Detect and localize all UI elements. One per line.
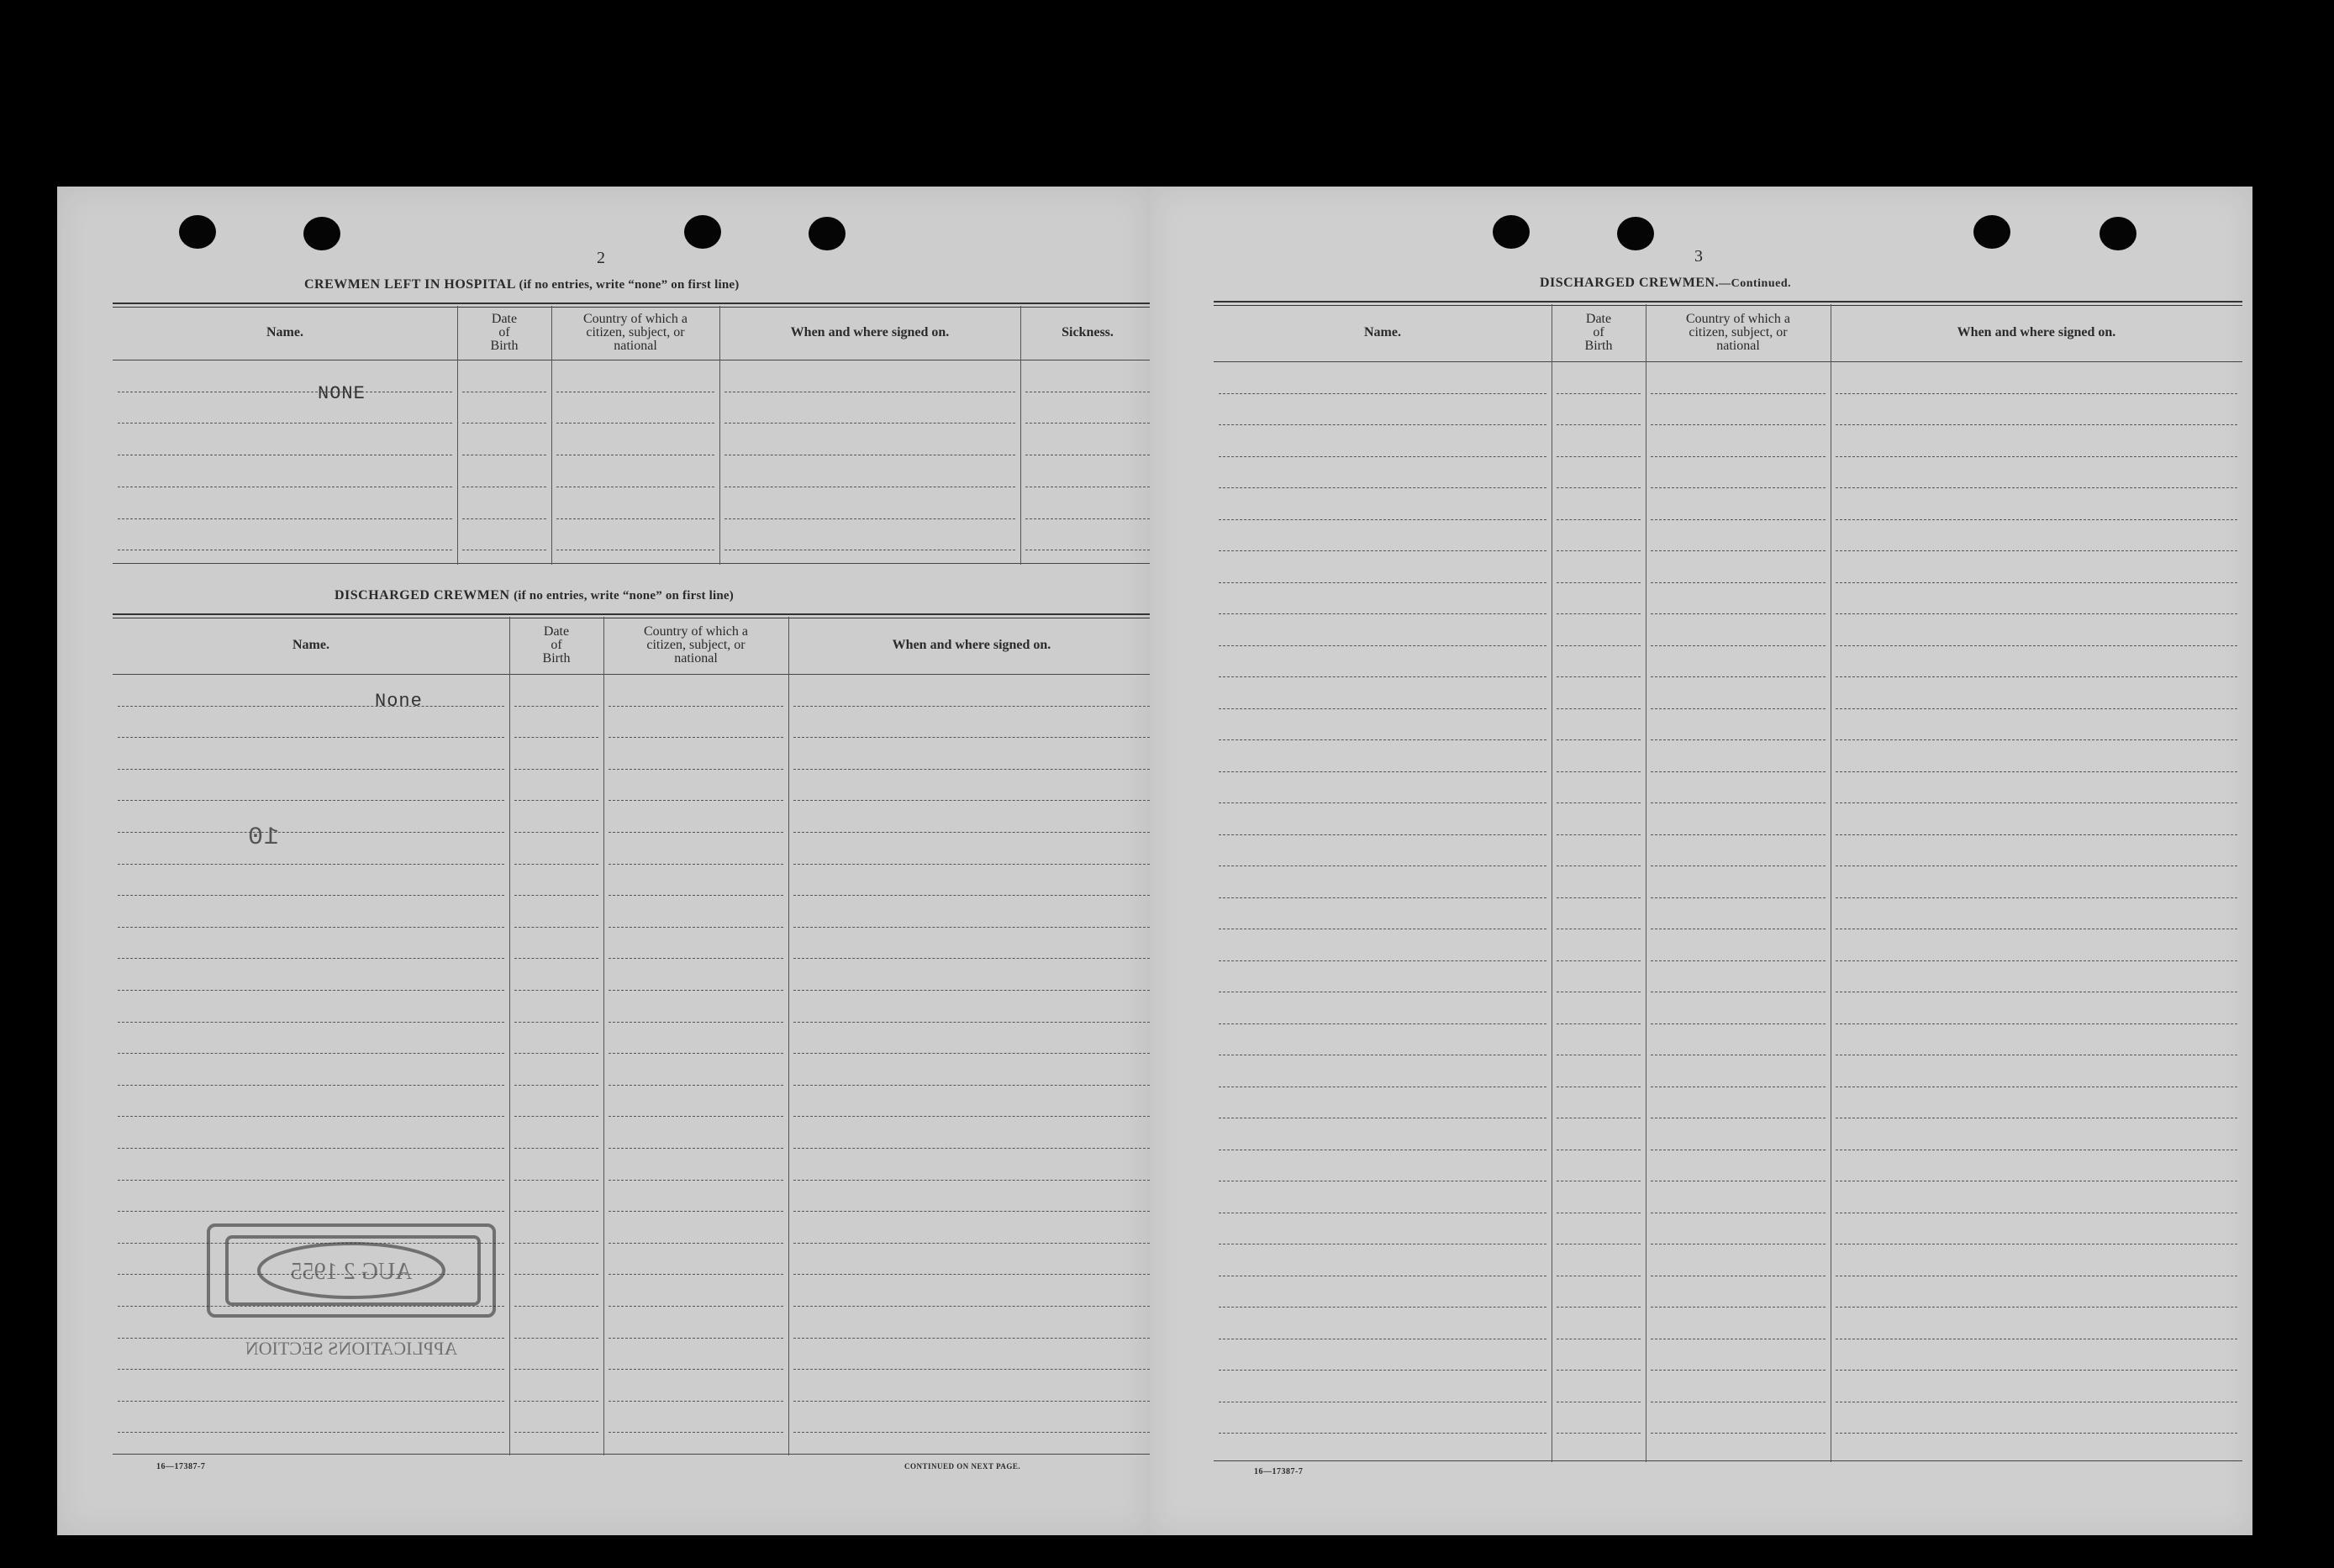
entry-line xyxy=(1651,519,1826,520)
entry-line xyxy=(514,864,598,865)
entry-line xyxy=(1836,739,2237,740)
right-continued: —Continued. xyxy=(1719,277,1792,290)
form-number: 16—17387-7 xyxy=(1254,1467,1304,1476)
entry-line xyxy=(1557,424,1641,425)
entry-line xyxy=(1219,645,1546,646)
entry-line xyxy=(1219,771,1546,772)
entry-line xyxy=(1836,960,2237,961)
column-header: Date of Birth xyxy=(490,312,519,353)
entry-line xyxy=(793,990,1150,991)
entry-line xyxy=(118,1053,504,1054)
entry-line xyxy=(514,1022,598,1023)
entry-line xyxy=(1219,613,1546,614)
column-header: When and where signed on. xyxy=(892,638,1051,652)
entry-line xyxy=(514,706,598,707)
entry-line xyxy=(793,1211,1150,1212)
column-header: Country of which a citizen, subject, or national xyxy=(583,312,688,353)
discharged-heading xyxy=(335,588,734,603)
column-header: Country of which a citizen, subject, or national xyxy=(1686,312,1790,353)
right-heading xyxy=(1540,276,1791,291)
entry-line xyxy=(609,1148,783,1149)
entry-line xyxy=(1651,897,1826,898)
column-header: When and where signed on. xyxy=(1957,325,2116,339)
entry-line xyxy=(1557,582,1641,583)
entry-line xyxy=(514,958,598,959)
entry-line xyxy=(1651,802,1826,803)
entry-line xyxy=(793,1116,1150,1117)
entry-line xyxy=(1836,424,2237,425)
entry-line xyxy=(609,990,783,991)
entry-line xyxy=(793,1053,1150,1054)
received-stamp xyxy=(166,1212,503,1388)
entry-line xyxy=(1219,960,1546,961)
entry-line xyxy=(118,864,504,865)
entry-line xyxy=(1219,739,1546,740)
page-number: 3 xyxy=(1694,247,1703,266)
entry-line xyxy=(1836,456,2237,457)
entry-line xyxy=(1219,676,1546,677)
entry-line xyxy=(1836,1433,2237,1434)
punch-hole xyxy=(809,217,846,250)
entry-line xyxy=(609,1116,783,1117)
entry-line xyxy=(609,769,783,770)
left-page xyxy=(57,187,1150,1535)
entry-line xyxy=(793,1274,1150,1275)
entry-line xyxy=(724,423,1015,424)
column-divider xyxy=(603,617,604,1455)
discharged-title: DISCHARGED CREWMEN xyxy=(335,588,510,602)
column-header: Date of Birth xyxy=(542,624,571,666)
entry-line xyxy=(1557,897,1641,898)
entry-line xyxy=(1557,519,1641,520)
entry-line xyxy=(793,1243,1150,1244)
entry-line xyxy=(1219,1023,1546,1024)
entry-line xyxy=(1836,708,2237,709)
entry-line xyxy=(118,958,504,959)
entry-line xyxy=(609,1274,783,1275)
entry-line xyxy=(1651,1023,1826,1024)
entry-line xyxy=(1557,771,1641,772)
entry-line xyxy=(556,423,714,424)
column-divider xyxy=(719,306,720,565)
entry-line xyxy=(1557,708,1641,709)
entry-line xyxy=(118,1085,504,1086)
entry-line xyxy=(1557,393,1641,394)
entry-line xyxy=(118,769,504,770)
entry-line xyxy=(118,1432,504,1433)
entry-line xyxy=(609,1243,783,1244)
entry-line xyxy=(1651,393,1826,394)
entry-line xyxy=(118,1401,504,1402)
entry-line xyxy=(118,1116,504,1117)
entry-line xyxy=(118,423,452,424)
entry-line xyxy=(1025,423,1150,424)
entry-line xyxy=(609,895,783,896)
entry-line xyxy=(118,518,452,519)
entry-line xyxy=(514,1053,598,1054)
entry-line xyxy=(609,832,783,833)
entry-line xyxy=(1557,802,1641,803)
entry-line xyxy=(1836,487,2237,488)
entry-line xyxy=(1219,1370,1546,1371)
hospital-title: CREWMEN LEFT IN HOSPITAL xyxy=(304,277,516,292)
entry-line xyxy=(514,1369,598,1370)
column-divider xyxy=(509,617,510,1455)
right-table xyxy=(1214,301,2242,1462)
discharged-instruction: (if no entries, write “none” on first line) xyxy=(514,589,734,602)
column-divider xyxy=(551,306,552,565)
punch-hole xyxy=(1973,215,2010,249)
entry-line xyxy=(609,1432,783,1433)
entry-line xyxy=(118,832,504,833)
entry-line xyxy=(1836,802,2237,803)
entry-line xyxy=(1219,519,1546,520)
entry-line xyxy=(1836,645,2237,646)
entry-line xyxy=(793,1022,1150,1023)
entry-line xyxy=(609,1369,783,1370)
entry-line xyxy=(514,1148,598,1149)
entry-line xyxy=(1836,550,2237,551)
entry-line xyxy=(1836,897,2237,898)
entry-line xyxy=(1557,613,1641,614)
entry-line xyxy=(1219,1307,1546,1308)
entry-line xyxy=(514,1432,598,1433)
entry-line xyxy=(1219,424,1546,425)
entry-line xyxy=(609,1085,783,1086)
entry-line xyxy=(793,1432,1150,1433)
entry-line xyxy=(514,832,598,833)
entry-line xyxy=(1651,834,1826,835)
entry-line xyxy=(793,832,1150,833)
entry-line xyxy=(793,958,1150,959)
entry-line xyxy=(793,737,1150,738)
entry-line xyxy=(514,1180,598,1181)
entry-line xyxy=(609,958,783,959)
page-number: 2 xyxy=(597,249,605,267)
entry-line xyxy=(793,895,1150,896)
entry-line xyxy=(514,1211,598,1212)
right-title: DISCHARGED CREWMEN. xyxy=(1540,276,1720,290)
entry-line xyxy=(793,800,1150,801)
entry-line xyxy=(118,895,504,896)
hospital-none-entry: NONE xyxy=(318,383,366,404)
entry-line xyxy=(514,1401,598,1402)
entry-line xyxy=(1651,424,1826,425)
entry-line xyxy=(793,1148,1150,1149)
entry-line xyxy=(609,1211,783,1212)
entry-line xyxy=(1651,456,1826,457)
entry-line xyxy=(793,1306,1150,1307)
column-header: Name. xyxy=(1364,325,1401,339)
hospital-instruction: (if no entries, write “none” on first line) xyxy=(519,278,740,292)
entry-line xyxy=(609,927,783,928)
entry-line xyxy=(514,737,598,738)
entry-line xyxy=(793,1401,1150,1402)
header-rule xyxy=(113,674,1155,675)
entry-line xyxy=(1651,771,1826,772)
entry-line xyxy=(1836,393,2237,394)
entry-line xyxy=(793,1338,1150,1339)
entry-line xyxy=(514,990,598,991)
stamp-date: AUG 2 1955 xyxy=(290,1259,413,1285)
entry-line xyxy=(609,706,783,707)
punch-hole xyxy=(303,217,340,250)
hospital-table xyxy=(113,303,1155,565)
punch-hole xyxy=(684,215,721,249)
hospital-heading xyxy=(304,277,739,292)
continued-note: CONTINUED ON NEXT PAGE. xyxy=(904,1462,1021,1471)
column-divider xyxy=(1020,306,1021,565)
entry-line xyxy=(609,1053,783,1054)
entry-line xyxy=(1219,487,1546,488)
entry-line xyxy=(609,1180,783,1181)
entry-line xyxy=(1836,613,2237,614)
entry-line xyxy=(1557,550,1641,551)
entry-line xyxy=(1557,1433,1641,1434)
bottom-rule xyxy=(113,1454,1155,1455)
column-divider xyxy=(457,306,458,565)
column-header: When and where signed on. xyxy=(790,325,950,339)
entry-line xyxy=(1836,1307,2237,1308)
column-header: Name. xyxy=(266,325,303,339)
entry-line xyxy=(609,1022,783,1023)
entry-line xyxy=(1219,393,1546,394)
entry-line xyxy=(514,800,598,801)
bottom-rule xyxy=(1214,1460,2242,1461)
entry-line xyxy=(1651,613,1826,614)
entry-line xyxy=(793,706,1150,707)
entry-line xyxy=(793,1085,1150,1086)
entry-line xyxy=(1651,1370,1826,1371)
entry-line xyxy=(1219,834,1546,835)
entry-line xyxy=(1651,1433,1826,1434)
punch-hole xyxy=(179,215,216,249)
column-divider xyxy=(788,617,789,1455)
entry-line xyxy=(118,706,504,707)
entry-line xyxy=(1836,676,2237,677)
entry-line xyxy=(1557,645,1641,646)
entry-line xyxy=(1557,1023,1641,1024)
entry-line xyxy=(514,1274,598,1275)
entry-line xyxy=(1651,1307,1826,1308)
entry-line xyxy=(1836,1370,2237,1371)
entry-line xyxy=(609,1338,783,1339)
entry-line xyxy=(609,800,783,801)
entry-line xyxy=(1651,960,1826,961)
entry-line xyxy=(1651,582,1826,583)
entry-line xyxy=(793,864,1150,865)
entry-line xyxy=(1836,771,2237,772)
entry-line xyxy=(514,769,598,770)
entry-line xyxy=(793,927,1150,928)
entry-line xyxy=(514,1306,598,1307)
entry-line xyxy=(1557,456,1641,457)
entry-line xyxy=(514,895,598,896)
entry-line xyxy=(609,1401,783,1402)
entry-line xyxy=(1651,550,1826,551)
entry-line xyxy=(1219,550,1546,551)
entry-line xyxy=(1651,676,1826,677)
entry-line xyxy=(793,1180,1150,1181)
entry-line xyxy=(118,1180,504,1181)
entry-line xyxy=(1219,708,1546,709)
entry-line xyxy=(1836,1023,2237,1024)
header-rule xyxy=(1214,361,2242,362)
faint-mark: 10 xyxy=(247,823,280,852)
entry-line xyxy=(1836,834,2237,835)
entry-line xyxy=(556,518,714,519)
entry-line xyxy=(1025,518,1150,519)
entry-line xyxy=(1219,1433,1546,1434)
form-number: 16—17387-7 xyxy=(156,1462,206,1471)
entry-line xyxy=(118,990,504,991)
entry-line xyxy=(118,800,504,801)
entry-line xyxy=(462,423,546,424)
entry-line xyxy=(118,1022,504,1023)
entry-line xyxy=(793,1369,1150,1370)
entry-line xyxy=(1836,519,2237,520)
entry-line xyxy=(514,1116,598,1117)
entry-line xyxy=(1219,456,1546,457)
entry-line xyxy=(1651,645,1826,646)
column-header: Name. xyxy=(292,638,329,652)
entry-line xyxy=(609,737,783,738)
entry-line xyxy=(1557,739,1641,740)
entry-line xyxy=(1557,960,1641,961)
entry-line xyxy=(1219,897,1546,898)
entry-line xyxy=(1557,676,1641,677)
entry-line xyxy=(118,927,504,928)
entry-line xyxy=(1557,1307,1641,1308)
entry-line xyxy=(1219,802,1546,803)
entry-line xyxy=(1651,708,1826,709)
entry-line xyxy=(118,1148,504,1149)
entry-line xyxy=(1836,582,2237,583)
entry-line xyxy=(1651,739,1826,740)
punch-hole xyxy=(2100,217,2136,250)
punch-hole xyxy=(1617,217,1654,250)
entry-line xyxy=(1219,582,1546,583)
entry-line xyxy=(514,1085,598,1086)
entry-line xyxy=(1651,487,1826,488)
entry-line xyxy=(793,769,1150,770)
entry-line xyxy=(1557,834,1641,835)
right-page xyxy=(1150,187,2252,1535)
entry-line xyxy=(609,864,783,865)
discharged-none-entry: None xyxy=(375,691,423,712)
entry-line xyxy=(514,1243,598,1244)
column-header: Country of which a citizen, subject, or national xyxy=(644,624,748,666)
entry-line xyxy=(118,737,504,738)
entry-line xyxy=(1557,1370,1641,1371)
column-header: Sickness. xyxy=(1062,325,1114,339)
entry-line xyxy=(1557,487,1641,488)
entry-line xyxy=(514,927,598,928)
entry-line xyxy=(514,1338,598,1339)
punch-hole xyxy=(1493,215,1530,249)
entry-line xyxy=(609,1306,783,1307)
stamp-section: APPLICATIONS SECTION xyxy=(245,1338,458,1359)
entry-line xyxy=(724,518,1015,519)
bottom-rule xyxy=(113,563,1155,564)
column-header: Date of Birth xyxy=(1584,312,1613,353)
entry-line xyxy=(462,518,546,519)
